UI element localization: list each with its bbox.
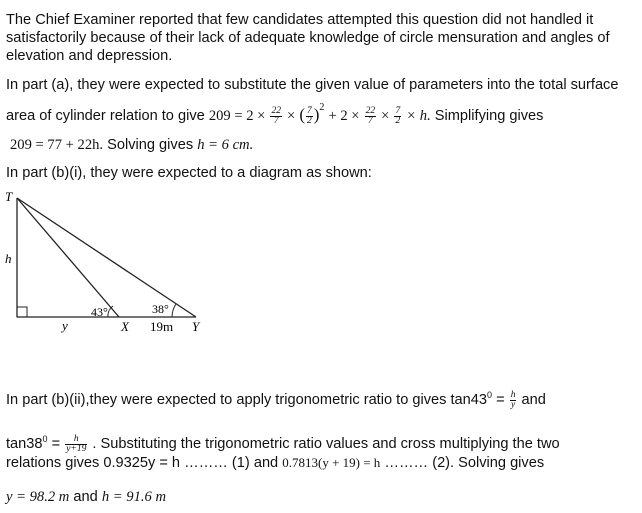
frac-den: 7 bbox=[273, 115, 279, 126]
fraction-h-over-y-plus-19 bbox=[65, 435, 87, 454]
times-h: × h. bbox=[406, 107, 431, 124]
part-b-ii-text: In part (b)(ii),they were expected to apply trigonometric ratio to gives tan43 bbox=[6, 391, 488, 408]
final-answer-line bbox=[6, 488, 166, 506]
frac-num: 7 bbox=[307, 105, 312, 116]
times-sign: × bbox=[381, 107, 390, 124]
frac-num: h bbox=[65, 435, 87, 445]
degree-mark: 0 bbox=[487, 390, 493, 400]
label-h: h bbox=[5, 251, 12, 266]
simplifying-text: Simplifying gives bbox=[430, 107, 544, 124]
eq-1-text: ……… (1) and bbox=[180, 455, 283, 471]
part-a-line-1: In part (a), they were expected to substitute the given value of parameters into the total surface bbox=[6, 77, 619, 93]
angle-38-label: 38° bbox=[152, 302, 169, 316]
triangle-diagram bbox=[0, 185, 220, 335]
equals: = bbox=[155, 455, 172, 471]
fraction-7-2 bbox=[306, 107, 313, 126]
left-paren: ( bbox=[299, 104, 305, 124]
relations-text: relations gives 0.9325 bbox=[6, 455, 148, 471]
label-X: X bbox=[121, 319, 129, 334]
frac-num: 7 bbox=[395, 105, 401, 116]
h-answer: h = 6 cm. bbox=[197, 137, 254, 153]
tan38-text: tan38 bbox=[6, 435, 43, 452]
length-19m-label: 19m bbox=[150, 319, 174, 334]
exponent: 2 bbox=[319, 102, 325, 113]
fraction-22-7 bbox=[270, 107, 282, 126]
part-a-intro-text: area of cylinder relation to give bbox=[6, 107, 205, 124]
fraction-h-over-y bbox=[510, 391, 517, 410]
label-Y: Y bbox=[192, 319, 200, 334]
label-T: T bbox=[5, 189, 13, 204]
frac-den: 7 bbox=[367, 115, 373, 126]
and-text: and bbox=[517, 391, 546, 408]
frac-den: 2 bbox=[307, 115, 312, 126]
equals: = bbox=[492, 391, 505, 408]
part-b-i-line: In part (b)(i), they were expected to a diagram as shown: bbox=[6, 165, 372, 181]
equation-2: 0.7813(y + 19) = h bbox=[282, 455, 381, 470]
y-answer: y = 98.2 m bbox=[6, 489, 70, 505]
var-h: h bbox=[171, 455, 181, 471]
var-y: y bbox=[147, 455, 156, 471]
simplified-equation: 209 = 77 + 22h. bbox=[10, 137, 104, 153]
fraction-22-7b bbox=[365, 107, 377, 126]
plus-term: + 2 × bbox=[328, 107, 360, 124]
part-a-line-2 bbox=[6, 101, 543, 127]
degree-mark: 0 bbox=[42, 434, 48, 444]
equals: = bbox=[47, 435, 61, 452]
fraction-7-2b bbox=[394, 107, 401, 126]
frac-num: 22 bbox=[365, 105, 376, 116]
intro-line-2: satisfactorily because of their lack of adequate knowledge of circle mensuration and angles of bbox=[6, 30, 610, 46]
part-b-ii-line-1 bbox=[6, 384, 546, 411]
intro-line-1: The Chief Examiner reported that few candidates attempted this question did not handled it bbox=[6, 12, 594, 28]
part-b-ii-line-3 bbox=[6, 454, 544, 472]
part-b-ii-line-2 bbox=[6, 428, 560, 455]
intro-line-3: elevation and depression. bbox=[6, 48, 173, 64]
frac-den: y bbox=[510, 399, 516, 410]
frac-den: y+19 bbox=[66, 443, 87, 454]
label-y: y bbox=[62, 318, 68, 333]
h-answer: h = 91.6 m bbox=[101, 489, 166, 505]
eq-2-text: ……… (2). Solving gives bbox=[380, 455, 545, 471]
angle-43-label: 43° bbox=[91, 305, 108, 319]
frac-num: 22 bbox=[271, 105, 281, 116]
frac-num: h bbox=[510, 389, 516, 400]
times-sign: × bbox=[287, 107, 296, 124]
eq-lhs: 209 = 2 × bbox=[208, 107, 266, 124]
and-text: and bbox=[69, 489, 102, 505]
part-a-line-3 bbox=[10, 136, 253, 154]
solving-text: Solving gives bbox=[103, 137, 198, 153]
substituting-text: . Substituting the trigonometric ratio values and cross multiplying the two bbox=[88, 435, 560, 452]
right-paren: ) bbox=[313, 104, 320, 124]
frac-den: 2 bbox=[395, 115, 401, 126]
